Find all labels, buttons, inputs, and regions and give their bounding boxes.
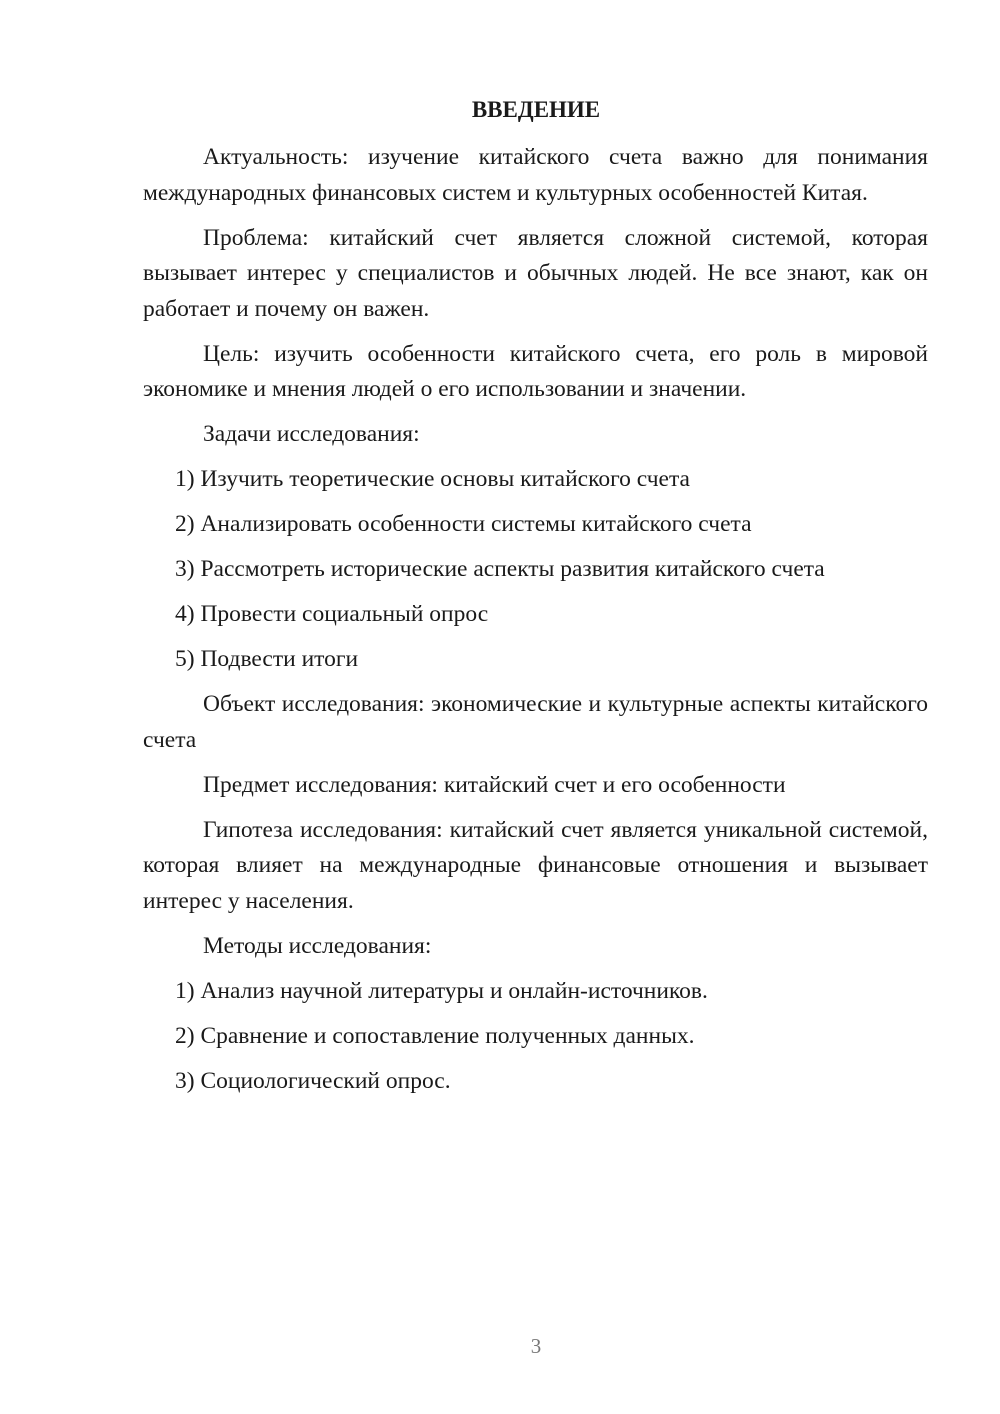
tasks-heading: Задачи исследования: (203, 421, 420, 447)
list-item: 4) Провести социальный опрос (175, 601, 489, 627)
list-item: 1) Изучить теоретические основы китайского счета (175, 466, 690, 492)
relevance-paragraph: Актуальность: изучение китайского счета важно для понимания международных финансовых систем и культурных особенностей Китая. (143, 144, 928, 206)
list-item: 5) Подвести итоги (175, 646, 359, 672)
problem-paragraph: Проблема: китайский счет является сложной системой, которая вызывает интерес у специалистов и обычных людей. Не все знают, как он работает и почему он важен. (143, 224, 928, 322)
page-number: 3 (530, 1334, 542, 1358)
goal-paragraph: Цель: изучить особенности китайского счета, его роль в мировой экономике и мнения людей о его использовании и значении. (143, 340, 928, 402)
section-heading: ВВЕДЕНИЕ (471, 97, 601, 122)
list-item: 3) Рассмотреть исторические аспекты развития китайского счета (175, 556, 825, 582)
list-item: 2) Анализировать особенности системы китайского счета (175, 511, 752, 537)
subject-paragraph: Предмет исследования: китайский счет и его особенности (203, 771, 786, 798)
tasks-list (143, 462, 928, 678)
object-paragraph: Объект исследования: экономические и культурные аспекты китайского счета (143, 691, 928, 753)
document-body (143, 140, 928, 1109)
list-item: 3) Социологический опрос. (175, 1067, 451, 1094)
list-item: 1) Анализ научной литературы и онлайн-источников. (175, 977, 708, 1004)
list-item: 2) Сравнение и сопоставление полученных данных. (175, 1022, 695, 1049)
methods-list (143, 974, 928, 1100)
methods-heading: Методы исследования: (203, 932, 432, 959)
hypothesis-paragraph: Гипотеза исследования: китайский счет является уникальной системой, которая влияет на международные финансовые отношения и вызывает интерес у населения. (143, 816, 928, 914)
